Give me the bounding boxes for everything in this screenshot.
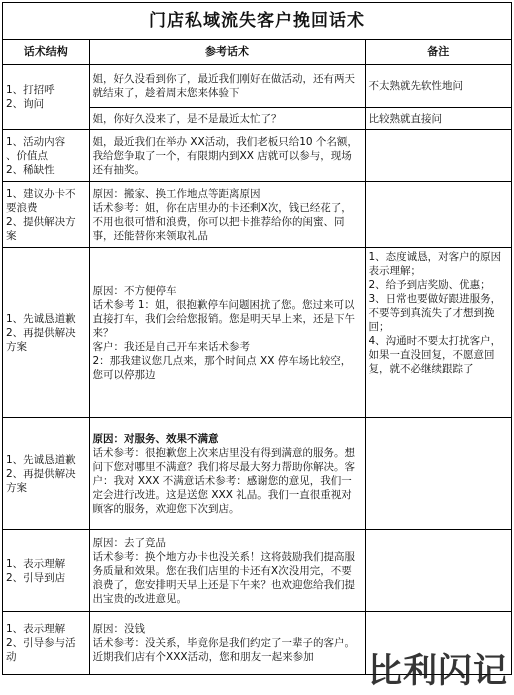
script-cell <box>89 612 365 674</box>
note-cell <box>365 130 511 182</box>
structure-line: 2、再提供解决方案 <box>6 326 76 353</box>
script-cell <box>89 182 365 248</box>
note-line: 4、沟通时不要太打扰客户，如果一直没回复，不愿意回复，就不必继续跟踪了 <box>368 335 502 375</box>
script-line: 姐，好久没看到你了，最近我们刚好在做活动，还有两天就结束了，趁着周末您来体验下 <box>92 73 355 99</box>
note-cell <box>365 65 511 108</box>
note-cell <box>365 248 511 418</box>
note-line: 1、态度诚恳，对客户的原因表示理解； <box>368 251 502 277</box>
script-line: 话术参考：姐，你在店里办的卡还剩X次，钱已经花了，不用也很可惜和浪费，你可以把卡推荐给你的闺蜜、同事，还能替你来领取礼品 <box>92 201 352 242</box>
structure-line: 、价值点 <box>6 149 48 162</box>
page-title: 门店私域流失客户挽回话术 <box>3 3 511 40</box>
note-line: 不太熟就先软性地问 <box>368 80 463 92</box>
header-note: 备注 <box>365 40 511 65</box>
script-line: 2：那我建议您几点来，那个时间点 XX 停车场比较空，您可以停那边 <box>92 354 352 381</box>
script-cell <box>89 530 365 612</box>
note-line: 3、日常也要做好跟进服务，不要等到真流失了才想到挽回； <box>368 293 502 333</box>
table-row <box>3 182 511 248</box>
note-cell <box>365 108 511 130</box>
structure-line: 1、表示理解 <box>6 557 66 570</box>
script-line: 客户：我还是自己开车来话术参考 <box>92 340 250 353</box>
script-reason: 原因：对服务、效果不满意 <box>92 432 219 445</box>
structure-line: 1、打招呼 <box>6 84 55 96</box>
structure-cell <box>3 418 89 530</box>
note-cell <box>365 418 511 530</box>
script-line: 姐，你好久没来了，是不是最近太忙了？ <box>92 112 282 125</box>
script-line: 原因：不方便停车 <box>92 284 177 297</box>
structure-cell <box>3 248 89 418</box>
script-line: 话术参考：换个地方办卡也没关系！这将鼓励我们提高服务质量和效果。您在我们店里的卡还有X次没用完，不要浪费了，您安排明天早上还是下午来？也欢迎您给我们提出宝贵的改进意见。 <box>92 550 355 605</box>
script-line: 原因：没钱 <box>92 622 145 635</box>
structure-line: 1、活动内容 <box>6 135 66 148</box>
script-line: 原因：搬家、换工作地点等距离原因 <box>92 187 261 200</box>
script-cell <box>89 108 365 130</box>
structure-cell <box>3 182 89 248</box>
script-line: 话术参考：没关系，毕竟你是我们约定了一辈子的客户。近期我们店有个XXX活动，您和朋友一起来参加 <box>92 636 355 663</box>
structure-cell <box>3 130 89 182</box>
note-cell <box>365 182 511 248</box>
header-row <box>3 40 511 65</box>
structure-line: 2、询问 <box>6 98 45 110</box>
table-row <box>3 530 511 612</box>
table-row <box>3 65 511 108</box>
script-cell <box>89 248 365 418</box>
structure-line: 1、先诚恳道歉 <box>6 312 76 325</box>
table-row <box>3 130 511 182</box>
script-line: 话术参考：很抱歉您上次来店里没有得到满意的服务。想问下您对哪里不满意？我们将尽最大努力帮助你解决。客户：我对 XXX 不满意话术参考：感谢您的意见，我们一定会进行改进。这是送您 XXX 礼品。我们一直很重视对顾客的服务，欢迎您下次到店。 <box>92 446 355 515</box>
note-line: 2、给予到店奖励、优惠； <box>368 279 491 291</box>
table-row <box>3 248 511 418</box>
structure-cell <box>3 530 89 612</box>
script-line: 原因：去了竞品 <box>92 536 166 549</box>
structure-line: 1、表示理解 <box>6 622 66 635</box>
structure-line: 1、建议办卡不要浪费 <box>6 187 76 214</box>
script-sheet <box>2 2 512 675</box>
structure-line: 2、提供解决方案 <box>6 215 76 242</box>
watermark-logo: 比利闪记 <box>368 651 508 691</box>
script-cell <box>89 418 365 530</box>
script-cell <box>89 65 365 108</box>
structure-line: 2、引导参与活动 <box>6 636 76 663</box>
structure-cell <box>3 65 89 130</box>
script-table <box>3 40 511 674</box>
script-line: 姐，最近我们在举办 XX活动，我们老板只给10 个名额，我给您争取了一个，有限期内到XX 店就可以参与，现场还有抽奖。 <box>92 135 358 176</box>
script-cell <box>89 130 365 182</box>
note-line: 比较熟就直接问 <box>368 112 442 125</box>
table-row <box>3 418 511 530</box>
header-structure: 话术结构 <box>3 40 89 65</box>
header-script: 参考话术 <box>89 40 365 65</box>
note-cell <box>365 530 511 612</box>
structure-line: 2、引导到店 <box>6 571 66 584</box>
structure-cell <box>3 612 89 674</box>
script-line: 话术参考 1：姐，很抱歉停车问题困扰了您。您过来可以直接打车，我们会给您报销。您是明天早上来，还是下午来？ <box>92 298 355 339</box>
structure-line: 2、稀缺性 <box>6 163 55 176</box>
structure-line: 1、先诚恳道歉2、再提供解决方案 <box>6 453 76 494</box>
